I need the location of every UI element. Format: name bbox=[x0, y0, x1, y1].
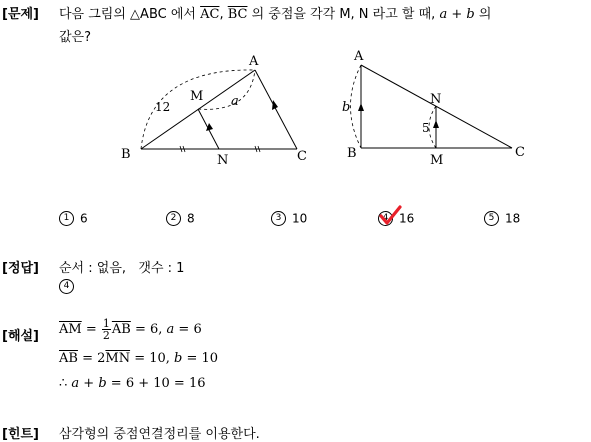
fraction-half bbox=[102, 318, 111, 341]
choice-5[interactable] bbox=[484, 211, 520, 226]
choice-number-4: 4 bbox=[378, 211, 393, 226]
var-a: a bbox=[439, 7, 448, 22]
choice-number-3: 3 bbox=[271, 211, 286, 226]
hint-tag: [힌트] bbox=[2, 427, 39, 442]
label-b: B bbox=[121, 147, 131, 162]
seg-am: $\overline{AM}$ bbox=[59, 322, 82, 337]
choice-value-5: 18 bbox=[505, 211, 521, 226]
line1-var-a: a bbox=[166, 322, 175, 337]
answer-order-text: 순서 : 없음, 갯수 : 1 bbox=[59, 261, 185, 276]
line2-var-b: b bbox=[174, 351, 183, 366]
choice-value-4: 16 bbox=[399, 211, 415, 226]
problem-text-pre: 다음 그림의 △ABC 에서 bbox=[59, 7, 201, 22]
solution-tag: [해설] bbox=[2, 329, 39, 344]
answer-mark-circle: 4 bbox=[59, 279, 74, 294]
problem-line1 bbox=[59, 3, 491, 22]
label-var-a: a bbox=[231, 94, 239, 109]
check-icon bbox=[378, 204, 402, 226]
choice-value-3: 10 bbox=[292, 211, 308, 226]
separator: , bbox=[219, 7, 228, 22]
arrow-ac bbox=[272, 100, 278, 110]
eq-1: = bbox=[81, 322, 101, 337]
label-b: B bbox=[347, 146, 357, 161]
hint-text: 삼각형의 중점연결정리를 이용한다. bbox=[59, 427, 260, 442]
choice-value-2: 8 bbox=[187, 211, 195, 226]
choice-3[interactable] bbox=[271, 211, 307, 226]
line1-rest: = 6, bbox=[130, 322, 167, 337]
arrow-mn bbox=[433, 120, 439, 128]
label-5: 5 bbox=[422, 121, 430, 135]
fraction-numerator: 1 bbox=[102, 317, 110, 330]
arc-ab bbox=[351, 65, 362, 148]
problem-text-post: 의 중점을 각각 M, N 라고 할 때, bbox=[247, 7, 440, 22]
segment-ac: $\overline{AC}$ bbox=[200, 7, 220, 22]
choice-number-5: 5 bbox=[484, 211, 499, 226]
seg-mn: $\overline{MN}$ bbox=[105, 351, 131, 366]
choice-value-1: 6 bbox=[80, 211, 88, 226]
line2-val: = 10 bbox=[182, 351, 219, 366]
label-n: N bbox=[430, 92, 442, 107]
segment-bc: $\overline{BC}$ bbox=[227, 7, 248, 22]
seg-ab-2: $\overline{AB}$ bbox=[59, 351, 78, 366]
answer-mark bbox=[59, 279, 80, 294]
line3-var-a: a bbox=[71, 376, 80, 391]
side-ac bbox=[255, 70, 297, 149]
line1-val: = 6 bbox=[174, 322, 202, 337]
line3-rest: = 6 + 10 = 16 bbox=[106, 376, 206, 391]
label-var-b: b bbox=[342, 100, 351, 115]
figure-right bbox=[330, 48, 540, 168]
line3-var-b: b bbox=[98, 376, 107, 391]
label-n: N bbox=[217, 153, 229, 168]
solution-line2 bbox=[59, 351, 218, 366]
solution-line1 bbox=[59, 318, 202, 341]
plus-sign: + bbox=[447, 7, 467, 22]
problem-tag: [문제] bbox=[2, 7, 39, 22]
choice-1[interactable] bbox=[59, 211, 88, 226]
label-m: M bbox=[190, 89, 204, 104]
label-a: A bbox=[354, 49, 364, 64]
therefore-symbol: ∴ bbox=[59, 376, 72, 391]
choice-2[interactable] bbox=[166, 211, 195, 226]
arrow-ab bbox=[358, 103, 364, 111]
choice-number-1: 1 bbox=[59, 211, 74, 226]
line3-plus: + bbox=[79, 376, 99, 391]
label-12: 12 bbox=[155, 100, 171, 114]
answer-tag: [정답] bbox=[2, 261, 39, 276]
line2-rest: = 10, bbox=[130, 351, 175, 366]
label-m: M bbox=[430, 153, 444, 168]
problem-text-end: 의 bbox=[474, 7, 492, 22]
label-c: C bbox=[515, 145, 525, 160]
seg-ab: $\overline{AB}$ bbox=[111, 322, 131, 337]
label-a: A bbox=[249, 54, 259, 69]
fraction-denominator: 2 bbox=[102, 329, 110, 342]
problem-line2: 값은? bbox=[59, 30, 92, 45]
var-b: b bbox=[466, 7, 475, 22]
label-c: C bbox=[297, 149, 307, 164]
figure-left bbox=[110, 48, 320, 168]
line2-mid: = 2 bbox=[77, 351, 106, 366]
choice-number-2: 2 bbox=[166, 211, 181, 226]
solution-line3 bbox=[59, 376, 206, 391]
